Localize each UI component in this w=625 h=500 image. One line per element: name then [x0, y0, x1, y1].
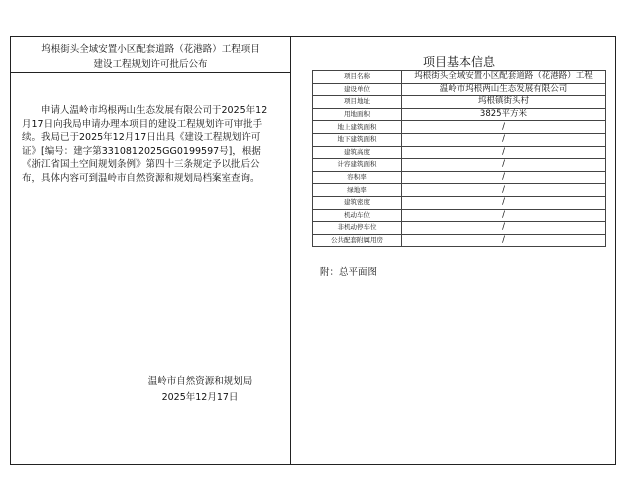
row-label: 非机动停车位 — [313, 222, 402, 235]
row-value: 3825平方米 — [402, 108, 606, 121]
row-value: 坞根镇街头村 — [402, 96, 606, 109]
table-row — [313, 96, 606, 109]
row-label: 计容建筑面积 — [313, 159, 402, 172]
row-label: 容积率 — [313, 171, 402, 184]
row-label: 项目名称 — [313, 71, 402, 84]
row-label: 公共配套附属用房 — [313, 234, 402, 247]
row-value: / — [402, 234, 606, 247]
row-value: / — [402, 133, 606, 146]
row-value: / — [402, 184, 606, 197]
table-row — [313, 196, 606, 209]
row-value: / — [402, 121, 606, 134]
table-row — [313, 159, 606, 172]
table-row — [313, 133, 606, 146]
row-label: 地下建筑面积 — [313, 133, 402, 146]
table-row — [313, 83, 606, 96]
row-label: 项目地址 — [313, 96, 402, 109]
row-label: 绿地率 — [313, 184, 402, 197]
table-row — [313, 71, 606, 84]
issue-date: 2025年12月17日 — [161, 392, 239, 403]
row-value: / — [402, 196, 606, 209]
row-label: 建筑密度 — [313, 196, 402, 209]
notice-body: 申请人温岭市坞根两山生态发展有限公司于2025年12月17日向我局申请办理本项目的建设工程规划许可审批手续。我局已于2025年12月17日出具《建设工程规划许可证》[编号：建字第3310812025GG0199597号]，根据《浙江省国土空间规划条例》第四十三条规定予以批后公布，具体内容可到温岭市自然资源和规划局档案室查询。 — [22, 105, 268, 184]
row-label: 建设单位 — [313, 83, 402, 96]
notice-title — [11, 42, 290, 72]
project-info-table — [312, 70, 606, 247]
table-row — [313, 108, 606, 121]
row-label: 地上建筑面积 — [313, 121, 402, 134]
center-divider — [290, 36, 291, 465]
row-value: / — [402, 159, 606, 172]
table-row — [313, 234, 606, 247]
table-row — [313, 222, 606, 235]
table-row — [313, 146, 606, 159]
notice-title-line-2: 建设工程规划许可批后公布 — [93, 59, 208, 70]
row-label: 用地面积 — [313, 108, 402, 121]
row-label: 建筑高度 — [313, 146, 402, 159]
attachment-note: 附：总平面图 — [320, 267, 378, 278]
table-row — [313, 121, 606, 134]
row-value: / — [402, 222, 606, 235]
notice-title-line-1: 坞根街头全域安置小区配套道路（花港路）工程项目 — [41, 44, 260, 55]
row-value: 坞根街头全域安置小区配套道路（花港路）工程 — [402, 71, 606, 84]
table-row — [313, 209, 606, 222]
signature-block — [140, 374, 260, 406]
row-value: / — [402, 209, 606, 222]
row-value: / — [402, 171, 606, 184]
info-table-title: 项目基本信息 — [422, 55, 495, 69]
table-row — [313, 184, 606, 197]
row-value: 温岭市坞根两山生态发展有限公司 — [402, 83, 606, 96]
title-rule — [10, 72, 290, 73]
row-value: / — [402, 146, 606, 159]
row-label: 机动车位 — [313, 209, 402, 222]
table-row — [313, 171, 606, 184]
issuer-name: 温岭市自然资源和规划局 — [147, 376, 253, 387]
